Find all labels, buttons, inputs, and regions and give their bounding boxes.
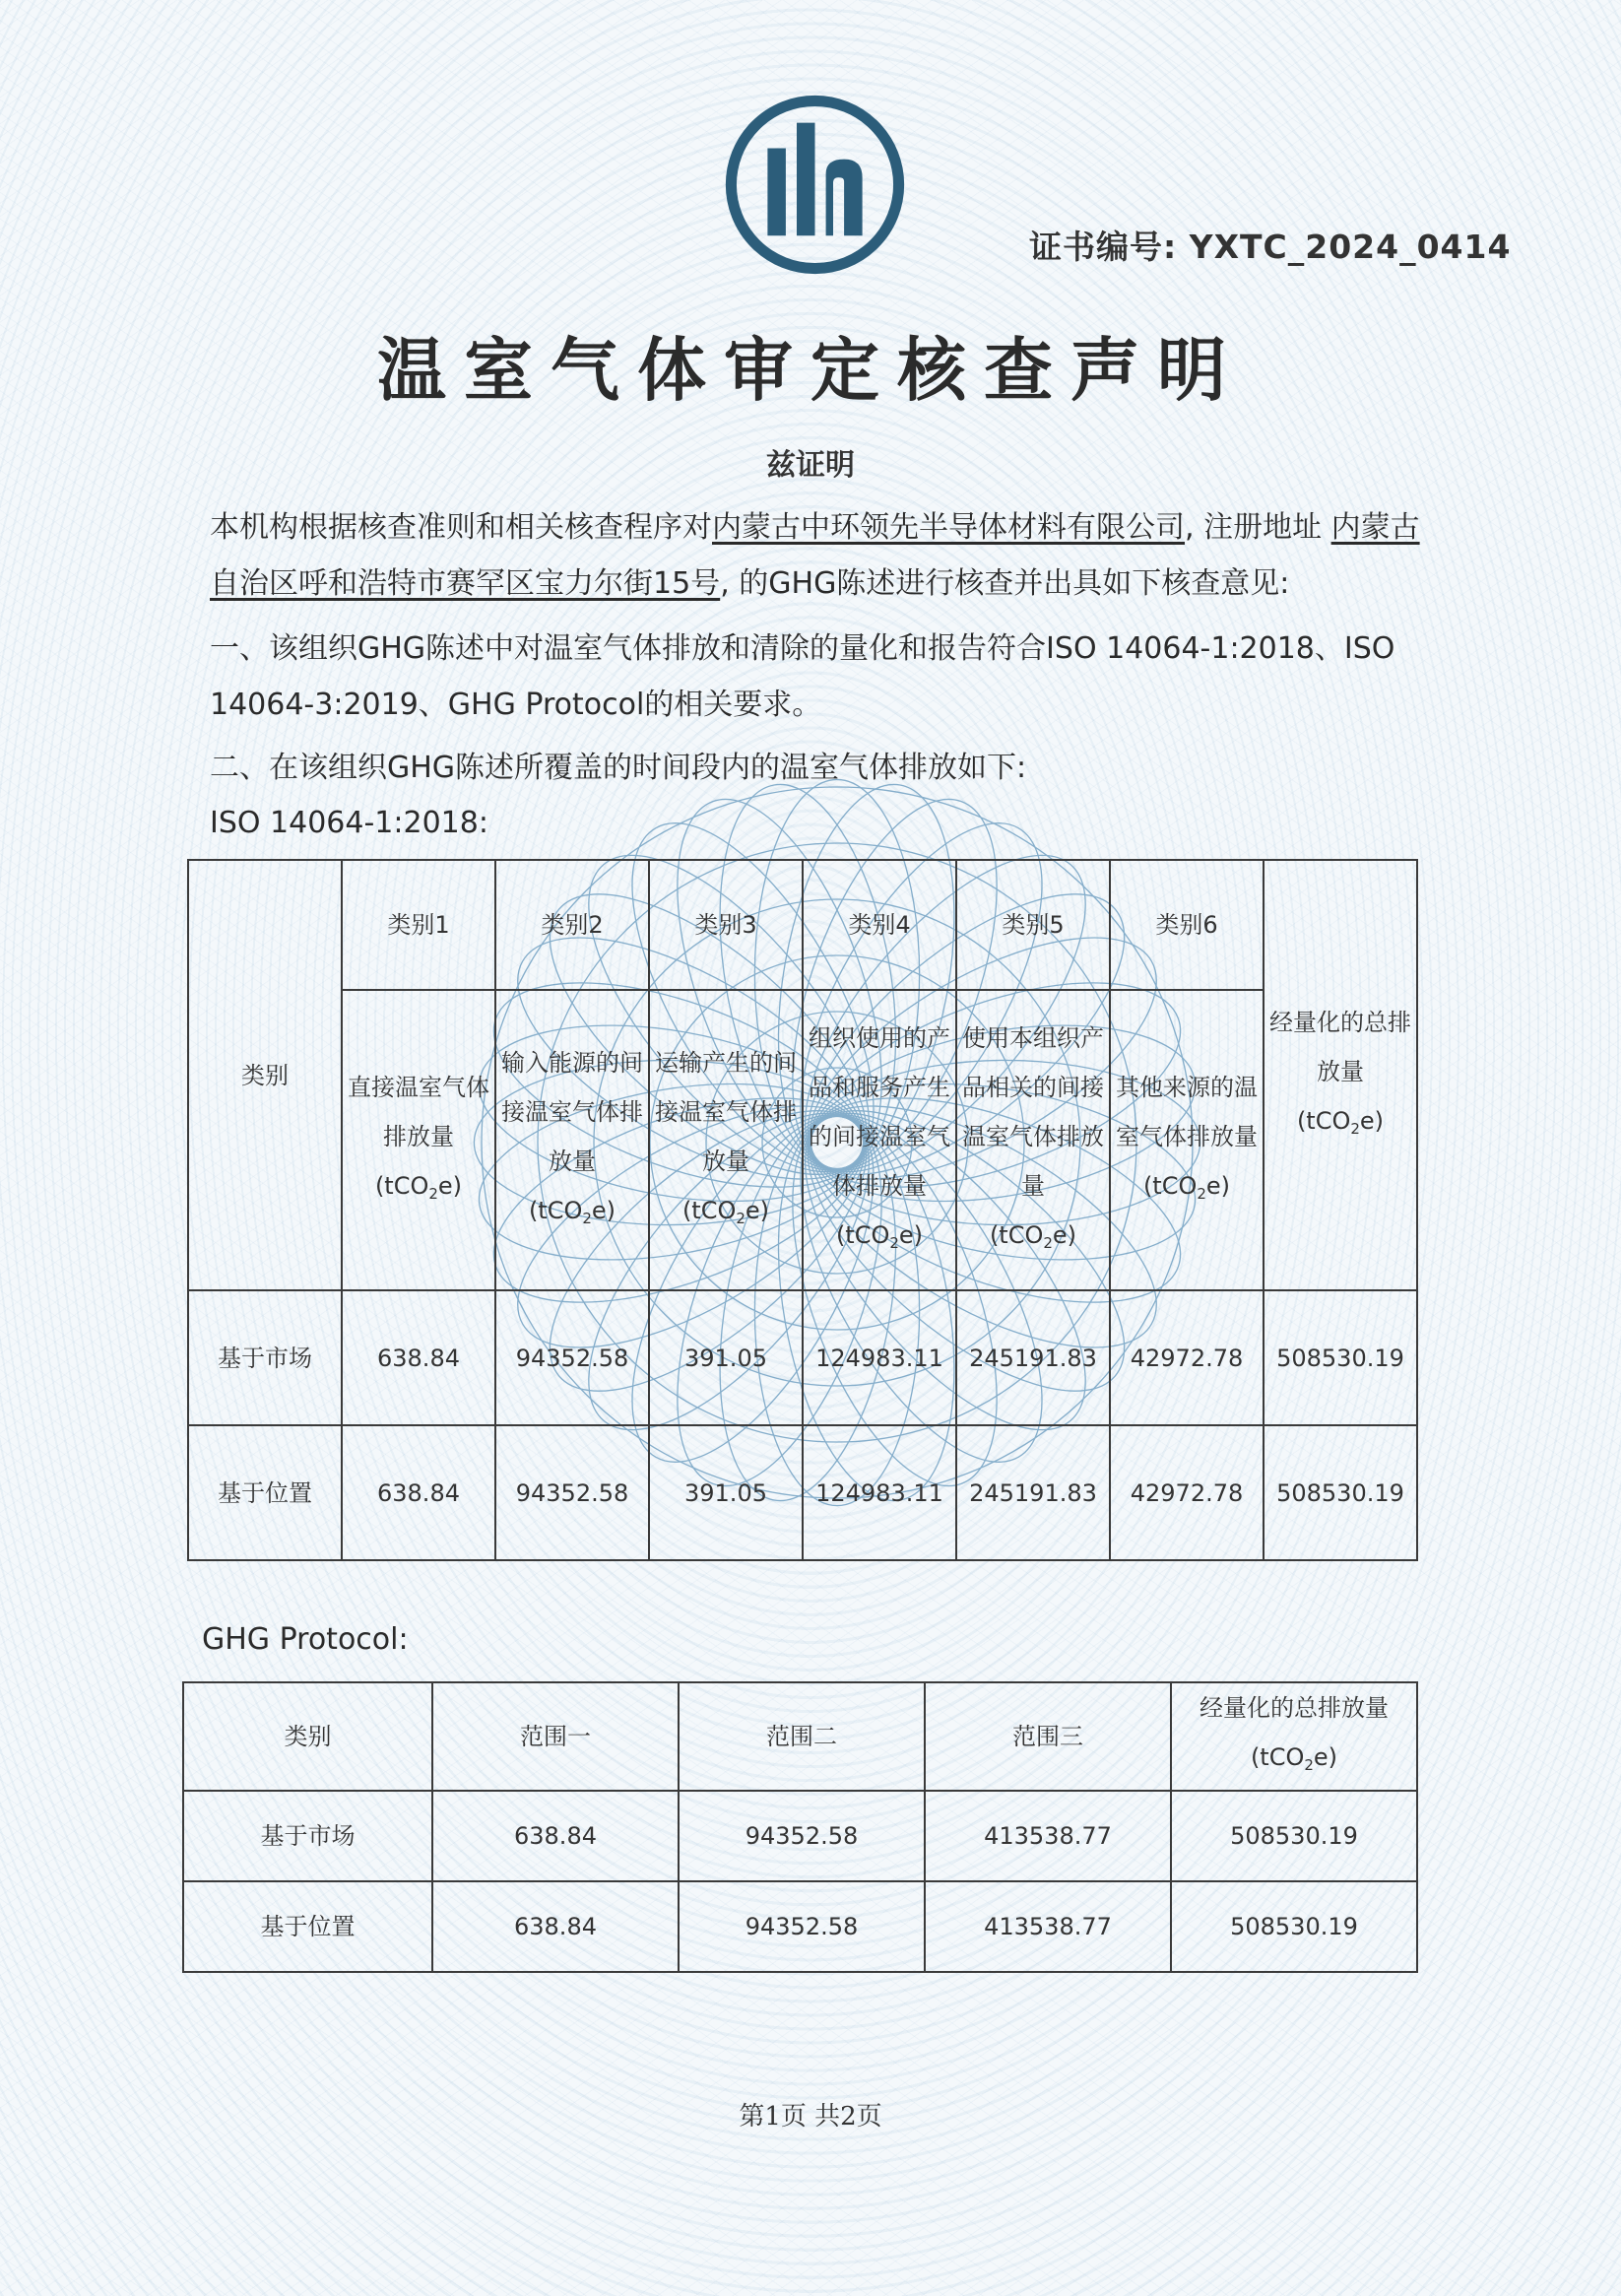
table-cell: 638.84 xyxy=(342,1290,495,1425)
category-header: 类别 xyxy=(188,860,342,1290)
document-subtitle: 兹证明 xyxy=(766,448,855,483)
lh-monogram-logo xyxy=(724,94,906,276)
category-label: 类别5 xyxy=(956,860,1110,990)
table-cell: 245191.83 xyxy=(956,1290,1110,1425)
category-label: 类别3 xyxy=(649,860,803,990)
table-cell: 94352.58 xyxy=(495,1290,649,1425)
category-header: 类别 xyxy=(183,1682,432,1791)
table-cell: 638.84 xyxy=(432,1791,679,1881)
category-label: 类别1 xyxy=(342,860,495,990)
row-label: 基于市场 xyxy=(188,1290,342,1425)
table-cell: 508530.19 xyxy=(1171,1881,1417,1972)
unit: (tCO$_2$e) xyxy=(1296,1106,1385,1138)
row-label: 基于位置 xyxy=(188,1425,342,1560)
table-cell: 94352.58 xyxy=(679,1881,925,1972)
table-cell: 124983.11 xyxy=(803,1425,956,1560)
table-cell: 42972.78 xyxy=(1110,1425,1264,1560)
certificate-number: 证书编号: YXTC_2024_0414 xyxy=(1029,228,1512,266)
unit: (tCO$_2$e) xyxy=(528,1196,616,1227)
category-label: 类别4 xyxy=(803,860,956,990)
total-emissions-header: 经量化的总排放量 (tCO$_2$e) xyxy=(1171,1682,1417,1791)
category-description: 直接温室气体排放量 (tCO$_2$e) xyxy=(342,990,495,1290)
scope-header: 范围一 xyxy=(432,1682,679,1791)
document-title: 温室气体审定核查声明 xyxy=(377,329,1244,411)
table-cell: 124983.11 xyxy=(803,1290,956,1425)
table-cell: 245191.83 xyxy=(956,1425,1110,1560)
table-cell: 638.84 xyxy=(432,1881,679,1972)
intro-text-c: , 的GHG陈述进行核查并出具如下核查意见: xyxy=(720,566,1290,601)
category-label: 类别6 xyxy=(1110,860,1264,990)
table-cell: 413538.77 xyxy=(925,1791,1171,1881)
scope-header: 范围二 xyxy=(679,1682,925,1791)
table-cell: 413538.77 xyxy=(925,1881,1171,1972)
intro-text-a: 本机构根据核查准则和相关核查程序对 xyxy=(210,510,712,545)
total-desc: 经量化的总排放量 xyxy=(1269,1008,1411,1085)
table-cell: 508530.19 xyxy=(1264,1425,1417,1560)
row-label: 基于位置 xyxy=(183,1881,432,1972)
table-cell: 638.84 xyxy=(342,1425,495,1560)
category-description: 使用本组织产品相关的间接温室气体排放量 (tCO$_2$e) xyxy=(956,990,1110,1290)
ghg-protocol-table xyxy=(182,1681,1418,1973)
table-cell: 42972.78 xyxy=(1110,1290,1264,1425)
scope-header: 范围三 xyxy=(925,1682,1171,1791)
table-cell: 391.05 xyxy=(649,1425,803,1560)
category-description: 输入能源的间接温室气体排放量 (tCO$_2$e) xyxy=(495,990,649,1290)
intro-text-b: , 注册地址 xyxy=(1185,510,1331,545)
iso-standard-label: ISO 14064-1:2018: xyxy=(210,806,488,840)
total-emissions-header xyxy=(1264,860,1417,1290)
category-description: 运输产生的间接温室气体排放量 (tCO$_2$e) xyxy=(649,990,803,1290)
registered-address: 内蒙古自治区呼和浩特市赛罕区宝力尔街15号 xyxy=(210,510,1420,601)
conformity-statement: 一、该组织GHG陈述中对温室气体排放和清除的量化和报告符合ISO 14064-1:2018、ISO 14064-3:2019、GHG Protocol的相关要求。 xyxy=(210,631,1395,722)
table-cell: 391.05 xyxy=(649,1290,803,1425)
intro-paragraph xyxy=(210,499,1421,612)
page-number: 第1页 共2页 xyxy=(739,2102,882,2132)
unit: (tCO$_2$e) xyxy=(1142,1171,1231,1203)
table-cell: 94352.58 xyxy=(495,1425,649,1560)
table-cell: 508530.19 xyxy=(1171,1791,1417,1881)
unit: (tCO$_2$e) xyxy=(1250,1743,1338,1774)
organization-name: 内蒙古中环领先半导体材料有限公司 xyxy=(712,510,1185,545)
table-row xyxy=(183,1881,1417,1972)
unit: (tCO$_2$e) xyxy=(681,1196,770,1227)
emissions-intro: 二、在该组织GHG陈述所覆盖的时间段内的温室气体排放如下: xyxy=(210,751,1027,785)
unit: (tCO$_2$e) xyxy=(374,1171,463,1203)
iso-emissions-table xyxy=(187,859,1418,1561)
table-row xyxy=(183,1791,1417,1881)
category-label: 类别2 xyxy=(495,860,649,990)
table-cell: 508530.19 xyxy=(1264,1290,1417,1425)
category-description: 组织使用的产品和服务产生的间接温室气体排放量 (tCO$_2$e) xyxy=(803,990,956,1290)
table-row xyxy=(188,1425,1417,1560)
row-label: 基于市场 xyxy=(183,1791,432,1881)
table-row xyxy=(188,1290,1417,1425)
table-cell: 94352.58 xyxy=(679,1791,925,1881)
unit: (tCO$_2$e) xyxy=(989,1220,1077,1252)
unit: (tCO$_2$e) xyxy=(835,1220,924,1252)
category-description: 其他来源的温室气体排放量 (tCO$_2$e) xyxy=(1110,990,1264,1290)
ghg-protocol-label: GHG Protocol: xyxy=(202,1622,409,1657)
